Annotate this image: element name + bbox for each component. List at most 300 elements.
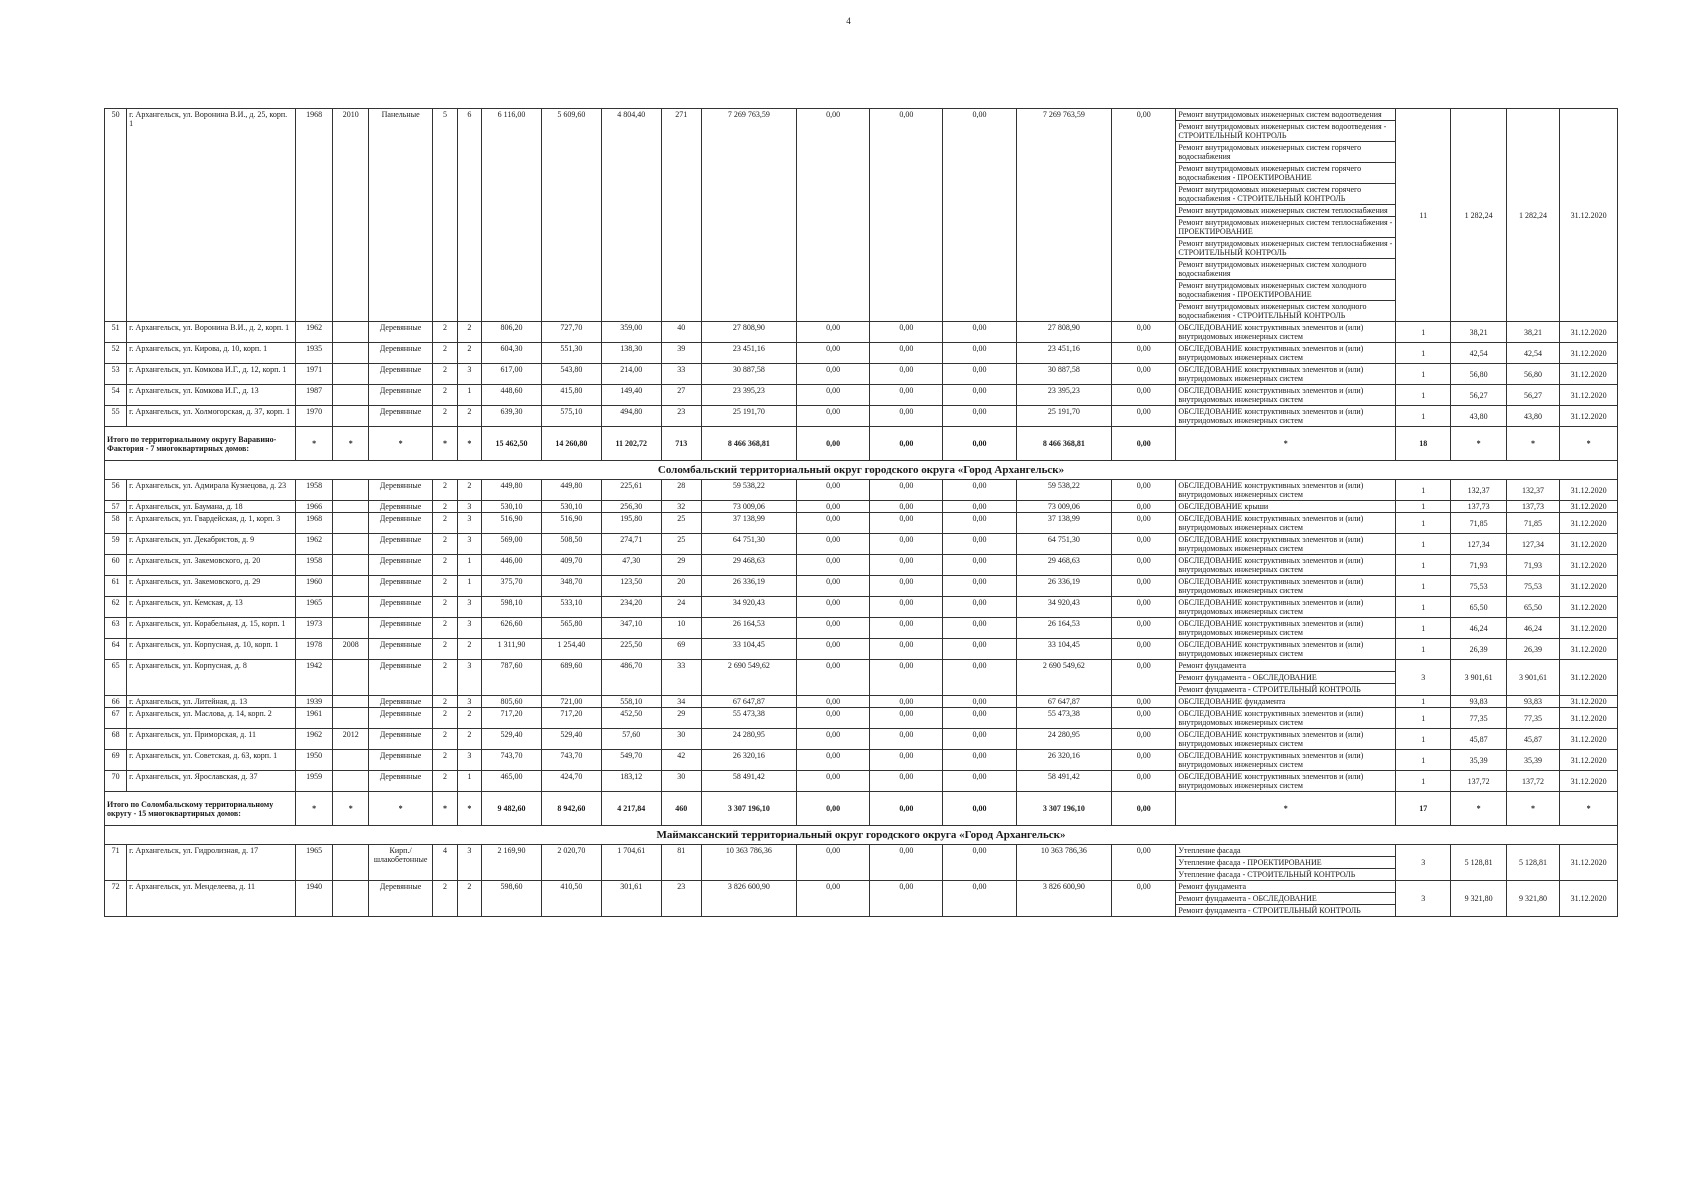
row-number: 51 — [105, 322, 127, 343]
total-owners-funds: 8 466 368,81 — [1016, 427, 1111, 461]
fund-3: 0,00 — [943, 322, 1016, 343]
works-count: 1 — [1396, 406, 1451, 427]
work-item: Ремонт внутридомовых инженерных систем теплоснабжения - СТРОИТЕЛЬНЫЙ КОНТРОЛЬ — [1176, 238, 1395, 259]
unit-cost-limit: 77,35 — [1506, 708, 1559, 729]
table-row — [105, 881, 1618, 917]
works-list — [1176, 597, 1396, 618]
completion-date: 31.12.2020 — [1560, 881, 1618, 917]
residents: 25 — [661, 513, 701, 534]
address: г. Архангельск, ул. Корабельная, д. 15, корп. 1 — [127, 618, 296, 639]
entrances: 2 — [457, 322, 481, 343]
table-row — [105, 343, 1618, 364]
table-row — [105, 708, 1618, 729]
wall-material: Деревянные — [368, 597, 432, 618]
unit-cost-limit: 56,80 — [1506, 364, 1559, 385]
table-row — [105, 618, 1618, 639]
area-residential: 551,30 — [541, 343, 601, 364]
completion-date: 31.12.2020 — [1560, 322, 1618, 343]
work-item: ОБСЛЕДОВАНИЕ конструктивных элементов и (или) внутридомовых инженерных систем — [1178, 709, 1364, 727]
year-built: 1968 — [295, 513, 333, 534]
table-row — [105, 109, 1618, 322]
area-residential: 424,70 — [541, 771, 601, 792]
row-number: 55 — [105, 406, 127, 427]
row-number: 62 — [105, 597, 127, 618]
area-residential: 516,90 — [541, 513, 601, 534]
owners-funds: 26 336,19 — [1016, 576, 1111, 597]
total-star-works: * — [1176, 427, 1396, 461]
unit-cost: 38,21 — [1451, 322, 1506, 343]
area-residential: 565,80 — [541, 618, 601, 639]
table-row — [105, 364, 1618, 385]
fund-1: 0,00 — [797, 555, 870, 576]
table-row — [105, 750, 1618, 771]
unit-cost-limit: 132,37 — [1506, 480, 1559, 501]
fund-4: 0,00 — [1112, 406, 1176, 427]
repair-cost: 27 808,90 — [701, 322, 796, 343]
unit-cost: 137,72 — [1451, 771, 1506, 792]
year-built: 1942 — [295, 660, 333, 696]
work-item: ОБСЛЕДОВАНИЕ конструктивных элементов и (или) внутридомовых инженерных систем — [1178, 556, 1364, 574]
table-row — [105, 729, 1618, 750]
area-owned: 234,20 — [601, 597, 661, 618]
table-row — [105, 639, 1618, 660]
repair-cost: 55 473,38 — [701, 708, 796, 729]
entrances: 3 — [457, 618, 481, 639]
year-built: 1940 — [295, 881, 333, 917]
fund-4: 0,00 — [1112, 576, 1176, 597]
owners-funds: 64 751,30 — [1016, 534, 1111, 555]
fund-3: 0,00 — [943, 881, 1016, 917]
fund-4: 0,00 — [1112, 750, 1176, 771]
unit-cost: 1 282,24 — [1451, 109, 1506, 322]
unit-cost-limit: 42,54 — [1506, 343, 1559, 364]
fund-1: 0,00 — [797, 385, 870, 406]
fund-3: 0,00 — [943, 618, 1016, 639]
repair-cost: 26 164,53 — [701, 618, 796, 639]
total-star-works: * — [1176, 792, 1396, 826]
owners-funds: 73 009,06 — [1016, 501, 1111, 513]
total-area: 805,60 — [482, 696, 542, 708]
work-item: Ремонт внутридомовых инженерных систем холодного водоснабжения — [1176, 259, 1395, 280]
work-item: Ремонт внутридомовых инженерных систем теплоснабжения - ПРОЕКТИРОВАНИЕ — [1176, 217, 1395, 238]
fund-1: 0,00 — [797, 513, 870, 534]
total-area: 15 462,50 — [482, 427, 542, 461]
fund-2: 0,00 — [870, 639, 943, 660]
fund-4: 0,00 — [1112, 708, 1176, 729]
owners-funds: 37 138,99 — [1016, 513, 1111, 534]
unit-cost-limit: 5 128,81 — [1506, 845, 1559, 881]
fund-4: 0,00 — [1112, 845, 1176, 881]
work-item: Ремонт фундамента - СТРОИТЕЛЬНЫЙ КОНТРОЛЬ — [1178, 906, 1361, 915]
residents: 23 — [661, 406, 701, 427]
fund-4: 0,00 — [1112, 480, 1176, 501]
unit-cost-limit: 26,39 — [1506, 639, 1559, 660]
entrances: 3 — [457, 501, 481, 513]
works-list — [1176, 660, 1396, 696]
row-number: 56 — [105, 480, 127, 501]
fund-3: 0,00 — [943, 576, 1016, 597]
owners-funds: 27 808,90 — [1016, 322, 1111, 343]
fund-1: 0,00 — [797, 881, 870, 917]
total-area-owned: 11 202,72 — [601, 427, 661, 461]
unit-cost: 43,80 — [1451, 406, 1506, 427]
works-list — [1176, 639, 1396, 660]
fund-4: 0,00 — [1112, 881, 1176, 917]
total-star-mat: * — [368, 427, 432, 461]
unit-cost-limit: 43,80 — [1506, 406, 1559, 427]
works-count: 1 — [1396, 597, 1451, 618]
fund-3: 0,00 — [943, 729, 1016, 750]
table-row — [105, 597, 1618, 618]
works-count: 1 — [1396, 555, 1451, 576]
total-star-u2: * — [1506, 792, 1559, 826]
work-item: ОБСЛЕДОВАНИЕ конструктивных элементов и (или) внутридомовых инженерных систем — [1178, 751, 1364, 769]
area-owned: 486,70 — [601, 660, 661, 696]
total-area: 448,60 — [482, 385, 542, 406]
work-item: ОБСЛЕДОВАНИЕ конструктивных элементов и (или) внутридомовых инженерных систем — [1178, 640, 1364, 658]
total-star-u1: * — [1451, 427, 1506, 461]
unit-cost: 3 901,61 — [1451, 660, 1506, 696]
area-residential: 689,60 — [541, 660, 601, 696]
total-star-year: * — [295, 792, 333, 826]
unit-cost: 71,85 — [1451, 513, 1506, 534]
floors: 2 — [433, 480, 457, 501]
fund-4: 0,00 — [1112, 771, 1176, 792]
fund-4: 0,00 — [1112, 534, 1176, 555]
floors: 2 — [433, 555, 457, 576]
year-built: 1950 — [295, 750, 333, 771]
repair-cost: 59 538,22 — [701, 480, 796, 501]
total-star-fl: * — [433, 427, 457, 461]
unit-cost-limit: 3 901,61 — [1506, 660, 1559, 696]
row-number: 59 — [105, 534, 127, 555]
year-overhaul — [333, 480, 368, 501]
table-row — [105, 771, 1618, 792]
fund-3: 0,00 — [943, 845, 1016, 881]
row-number: 63 — [105, 618, 127, 639]
total-area: 375,70 — [482, 576, 542, 597]
residents: 34 — [661, 696, 701, 708]
residents: 30 — [661, 771, 701, 792]
works-count: 1 — [1396, 513, 1451, 534]
works-list — [1176, 708, 1396, 729]
fund-1: 0,00 — [797, 618, 870, 639]
fund-3: 0,00 — [943, 660, 1016, 696]
total-star-fl: * — [433, 792, 457, 826]
area-owned: 138,30 — [601, 343, 661, 364]
works-count: 1 — [1396, 696, 1451, 708]
work-item: Ремонт фундамента - ОБСЛЕДОВАНИЕ — [1176, 893, 1395, 905]
unit-cost: 35,39 — [1451, 750, 1506, 771]
repair-cost: 25 191,70 — [701, 406, 796, 427]
fund-3: 0,00 — [943, 480, 1016, 501]
works-list — [1176, 771, 1396, 792]
row-number: 58 — [105, 513, 127, 534]
section-title: Соломбальский территориальный округ городского округа «Город Архангельск» — [105, 461, 1618, 480]
total-area: 617,00 — [482, 364, 542, 385]
entrances: 2 — [457, 708, 481, 729]
fund-3: 0,00 — [943, 708, 1016, 729]
owners-funds: 34 920,43 — [1016, 597, 1111, 618]
residents: 69 — [661, 639, 701, 660]
floors: 2 — [433, 406, 457, 427]
fund-2: 0,00 — [870, 576, 943, 597]
year-overhaul — [333, 845, 368, 881]
page-number: 4 — [846, 16, 851, 26]
area-owned: 452,50 — [601, 708, 661, 729]
address: г. Архангельск, ул. Холмогорская, д. 37, корп. 1 — [127, 406, 296, 427]
entrances: 2 — [457, 639, 481, 660]
total-star-ent: * — [457, 427, 481, 461]
completion-date: 31.12.2020 — [1560, 708, 1618, 729]
owners-funds: 7 269 763,59 — [1016, 109, 1111, 322]
table-row — [105, 480, 1618, 501]
area-owned: 347,10 — [601, 618, 661, 639]
unit-cost: 45,87 — [1451, 729, 1506, 750]
row-number: 60 — [105, 555, 127, 576]
work-item: Ремонт фундамента — [1176, 660, 1395, 672]
repair-cost: 2 690 549,62 — [701, 660, 796, 696]
fund-4: 0,00 — [1112, 597, 1176, 618]
owners-funds: 67 647,87 — [1016, 696, 1111, 708]
entrances: 3 — [457, 597, 481, 618]
fund-2: 0,00 — [870, 708, 943, 729]
total-area: 598,60 — [482, 881, 542, 917]
residents: 39 — [661, 343, 701, 364]
fund-2: 0,00 — [870, 534, 943, 555]
fund-3: 0,00 — [943, 750, 1016, 771]
floors: 2 — [433, 639, 457, 660]
area-residential: 533,10 — [541, 597, 601, 618]
fund-4: 0,00 — [1112, 385, 1176, 406]
total-star-year2: * — [333, 427, 368, 461]
works-list — [1176, 501, 1396, 513]
fund-2: 0,00 — [870, 771, 943, 792]
unit-cost-limit: 71,93 — [1506, 555, 1559, 576]
total-cost: 8 466 368,81 — [701, 427, 796, 461]
total-area: 2 169,90 — [482, 845, 542, 881]
table-row — [105, 513, 1618, 534]
wall-material: Деревянные — [368, 501, 432, 513]
address: г. Архангельск, ул. Приморская, д. 11 — [127, 729, 296, 750]
year-overhaul — [333, 660, 368, 696]
work-item: Ремонт внутридомовых инженерных систем теплоснабжения — [1176, 205, 1395, 217]
floors: 2 — [433, 881, 457, 917]
total-cost: 3 307 196,10 — [701, 792, 796, 826]
owners-funds: 26 164,53 — [1016, 618, 1111, 639]
fund-2: 0,00 — [870, 406, 943, 427]
fund-1: 0,00 — [797, 708, 870, 729]
work-item: ОБСЛЕДОВАНИЕ фундамента — [1178, 697, 1286, 706]
completion-date: 31.12.2020 — [1560, 729, 1618, 750]
row-number: 64 — [105, 639, 127, 660]
year-built: 1970 — [295, 406, 333, 427]
wall-material: Деревянные — [368, 364, 432, 385]
works-count: 1 — [1396, 534, 1451, 555]
completion-date: 31.12.2020 — [1560, 109, 1618, 322]
year-overhaul: 2010 — [333, 109, 368, 322]
entrances: 2 — [457, 343, 481, 364]
table-row — [105, 660, 1618, 696]
works-list — [1176, 480, 1396, 501]
fund-3: 0,00 — [943, 639, 1016, 660]
floors: 2 — [433, 696, 457, 708]
year-built: 1962 — [295, 534, 333, 555]
row-number: 69 — [105, 750, 127, 771]
works-count: 1 — [1396, 750, 1451, 771]
area-owned: 1 704,61 — [601, 845, 661, 881]
address: г. Архангельск, ул. Литейная, д. 13 — [127, 696, 296, 708]
area-residential: 575,10 — [541, 406, 601, 427]
unit-cost: 93,83 — [1451, 696, 1506, 708]
row-number: 72 — [105, 881, 127, 917]
table-row — [105, 576, 1618, 597]
fund-3: 0,00 — [943, 364, 1016, 385]
completion-date: 31.12.2020 — [1560, 639, 1618, 660]
residents: 29 — [661, 708, 701, 729]
work-item: ОБСЛЕДОВАНИЕ конструктивных элементов и (или) внутридомовых инженерных систем — [1178, 577, 1364, 595]
year-built: 1959 — [295, 771, 333, 792]
completion-date: 31.12.2020 — [1560, 750, 1618, 771]
wall-material: Деревянные — [368, 729, 432, 750]
works-count: 1 — [1396, 343, 1451, 364]
owners-funds: 2 690 549,62 — [1016, 660, 1111, 696]
repair-cost: 30 887,58 — [701, 364, 796, 385]
total-star-u1: * — [1451, 792, 1506, 826]
area-owned: 494,80 — [601, 406, 661, 427]
works-count: 1 — [1396, 771, 1451, 792]
unit-cost: 75,53 — [1451, 576, 1506, 597]
completion-date: 31.12.2020 — [1560, 618, 1618, 639]
residents: 29 — [661, 555, 701, 576]
year-built: 1962 — [295, 729, 333, 750]
completion-date: 31.12.2020 — [1560, 364, 1618, 385]
wall-material: Деревянные — [368, 534, 432, 555]
area-owned: 214,00 — [601, 364, 661, 385]
fund-1: 0,00 — [797, 696, 870, 708]
owners-funds: 23 395,23 — [1016, 385, 1111, 406]
section-header-row — [105, 826, 1618, 845]
unit-cost: 56,27 — [1451, 385, 1506, 406]
works-count: 1 — [1396, 480, 1451, 501]
row-number: 61 — [105, 576, 127, 597]
year-overhaul — [333, 406, 368, 427]
area-owned: 225,61 — [601, 480, 661, 501]
row-number: 54 — [105, 385, 127, 406]
unit-cost-limit: 1 282,24 — [1506, 109, 1559, 322]
floors: 2 — [433, 513, 457, 534]
table-body — [105, 109, 1618, 917]
address: г. Архангельск, ул. Гидролизная, д. 17 — [127, 845, 296, 881]
fund-3: 0,00 — [943, 385, 1016, 406]
year-overhaul — [333, 534, 368, 555]
year-built: 1935 — [295, 343, 333, 364]
completion-date: 31.12.2020 — [1560, 845, 1618, 881]
work-item: ОБСЛЕДОВАНИЕ конструктивных элементов и (или) внутридомовых инженерных систем — [1178, 619, 1364, 637]
unit-cost-limit: 127,34 — [1506, 534, 1559, 555]
total-area-residential: 8 942,60 — [541, 792, 601, 826]
floors: 2 — [433, 729, 457, 750]
floors: 2 — [433, 750, 457, 771]
completion-date: 31.12.2020 — [1560, 597, 1618, 618]
repair-cost: 26 336,19 — [701, 576, 796, 597]
total-fund-2: 0,00 — [870, 792, 943, 826]
year-built: 1939 — [295, 696, 333, 708]
fund-2: 0,00 — [870, 750, 943, 771]
owners-funds: 25 191,70 — [1016, 406, 1111, 427]
floors: 2 — [433, 618, 457, 639]
wall-material: Деревянные — [368, 696, 432, 708]
work-item: ОБСЛЕДОВАНИЕ конструктивных элементов и (или) внутридомовых инженерных систем — [1178, 386, 1364, 404]
work-item: Ремонт фундамента — [1176, 881, 1395, 893]
wall-material: Панельные — [368, 109, 432, 322]
work-item: Ремонт фундамента - ОБСЛЕДОВАНИЕ — [1176, 672, 1395, 684]
owners-funds: 33 104,45 — [1016, 639, 1111, 660]
repair-cost: 23 451,16 — [701, 343, 796, 364]
unit-cost-limit: 137,72 — [1506, 771, 1559, 792]
fund-2: 0,00 — [870, 845, 943, 881]
completion-date: 31.12.2020 — [1560, 576, 1618, 597]
total-works-count: 18 — [1396, 427, 1451, 461]
unit-cost-limit: 35,39 — [1506, 750, 1559, 771]
fund-3: 0,00 — [943, 109, 1016, 322]
total-area: 446,00 — [482, 555, 542, 576]
total-star-date: * — [1560, 792, 1618, 826]
fund-1: 0,00 — [797, 660, 870, 696]
year-built: 1971 — [295, 364, 333, 385]
work-item: Ремонт внутридомовых инженерных систем холодного водоснабжения - СТРОИТЕЛЬНЫЙ КОНТРОЛЬ — [1178, 302, 1367, 320]
works-list — [1176, 534, 1396, 555]
works-list — [1176, 576, 1396, 597]
total-label: Итого по Соломбальскому территориальному округу - 15 многоквартирных домов: — [105, 792, 296, 826]
area-owned: 359,00 — [601, 322, 661, 343]
wall-material: Деревянные — [368, 750, 432, 771]
total-fund-3: 0,00 — [943, 792, 1016, 826]
total-fund-1: 0,00 — [797, 792, 870, 826]
repair-cost: 10 363 786,36 — [701, 845, 796, 881]
completion-date: 31.12.2020 — [1560, 406, 1618, 427]
work-item: ОБСЛЕДОВАНИЕ конструктивных элементов и (или) внутридомовых инженерных систем — [1178, 323, 1364, 341]
residents: 10 — [661, 618, 701, 639]
fund-3: 0,00 — [943, 501, 1016, 513]
residents: 25 — [661, 534, 701, 555]
area-residential: 529,40 — [541, 729, 601, 750]
owners-funds: 26 320,16 — [1016, 750, 1111, 771]
total-fund-4: 0,00 — [1112, 427, 1176, 461]
unit-cost: 71,93 — [1451, 555, 1506, 576]
fund-1: 0,00 — [797, 109, 870, 322]
address: г. Архангельск, ул. Закемовского, д. 20 — [127, 555, 296, 576]
section-title: Маймаксанский территориальный округ городского округа «Город Архангельск» — [105, 826, 1618, 845]
fund-2: 0,00 — [870, 480, 943, 501]
completion-date: 31.12.2020 — [1560, 513, 1618, 534]
year-built: 1961 — [295, 708, 333, 729]
table-row — [105, 845, 1618, 881]
area-residential: 2 020,70 — [541, 845, 601, 881]
total-area: 626,60 — [482, 618, 542, 639]
total-area: 530,10 — [482, 501, 542, 513]
fund-1: 0,00 — [797, 639, 870, 660]
owners-funds: 59 538,22 — [1016, 480, 1111, 501]
works-list — [1176, 696, 1396, 708]
floors: 2 — [433, 385, 457, 406]
work-item: Ремонт внутридомовых инженерных систем горячего водоснабжения - ПРОЕКТИРОВАНИЕ — [1176, 163, 1395, 184]
fund-1: 0,00 — [797, 343, 870, 364]
unit-cost: 9 321,80 — [1451, 881, 1506, 917]
wall-material: Деревянные — [368, 881, 432, 917]
entrances: 1 — [457, 555, 481, 576]
area-owned: 549,70 — [601, 750, 661, 771]
